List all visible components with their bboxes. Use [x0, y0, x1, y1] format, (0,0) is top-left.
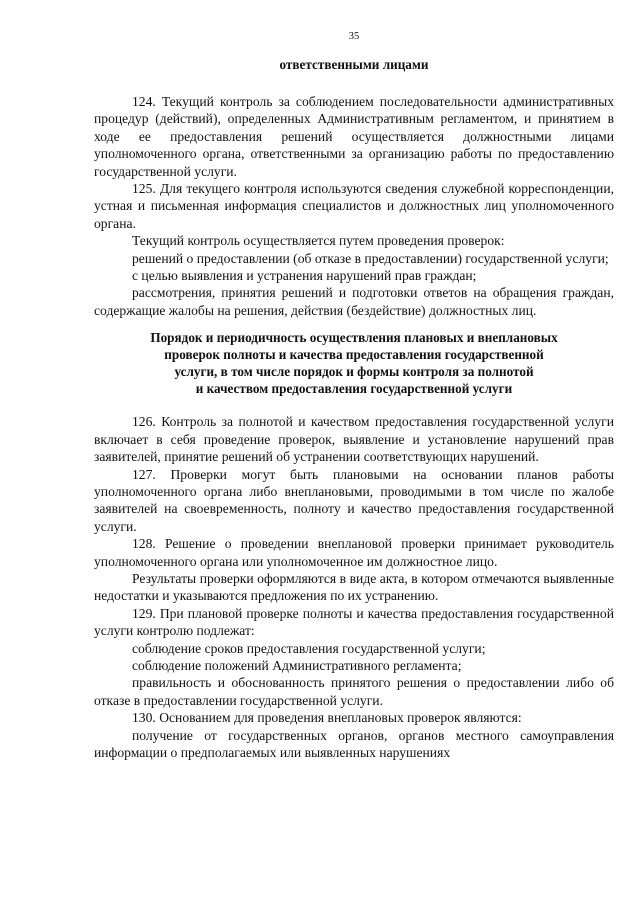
paragraph-rights-violations: с целью выявления и устранения нарушений прав граждан; — [132, 268, 477, 284]
paragraph-complaints: рассмотрения, принятия решений и подготовки ответов на обращения граждан, содержащие жалобы на решения, действия (бездействие) должностных лиц. — [94, 285, 614, 318]
paragraph-control-checks: Текущий контроль осуществляется путем проведения проверок: — [132, 233, 505, 249]
page-number: 35 — [348, 31, 360, 42]
section-body-part2 — [94, 413, 614, 761]
paragraph-regulation: соблюдение положений Административного регламента; — [132, 657, 462, 673]
paragraph-125: 125. Для текущего контроля используются сведения служебной корреспонденции, устная и письменная информация специалистов и должностных лиц уполномоченного органа. — [94, 181, 614, 231]
section-heading-line: проверок полноты и качества предоставления государственной — [164, 347, 544, 363]
paragraph-129: 129. При плановой проверке полноты и качества предоставления государственной услуги контролю подлежат: — [94, 605, 614, 639]
section-heading — [94, 329, 614, 397]
section-heading-line: и качеством предоставления государственной услуги — [195, 381, 513, 397]
paragraph-decisions: решений о предоставлении (об отказе в предоставлении) государственной услуги; — [132, 250, 609, 266]
paragraph-124: 124. Текущий контроль за соблюдением последовательности административных процедур (действий), определенных Административным регламентом, и принятием в ходе ее предоставления решений осуществляется должностными лицами уполномоченного органа, ответственными за организацию работы по предоставлению государственной услуги. — [94, 94, 614, 179]
paragraph-127: 127. Проверки могут быть плановыми на основании планов работы уполномоченного органа либо внеплановыми, проводимыми в том числе по жалобе заявителей на своевременность, полноту и качество предоставления государственной услуги. — [94, 466, 614, 534]
top-heading: ответственными лицами — [279, 57, 429, 72]
paragraph-receipt: получение от государственных органов, органов местного самоуправления информации о предполагаемых или выявленных нарушениях — [94, 727, 614, 760]
paragraph-126: 126. Контроль за полнотой и качеством предоставления государственной услуги включает в себя проведение проверок, выявление и установление нарушений прав заявителей, принятие решений об устранении соответствующих нарушений. — [94, 414, 614, 465]
section-heading-line: Порядок и периодичность осуществления плановых и внеплановых — [150, 330, 558, 346]
section-heading-line: услуги, в том числе порядок и формы контроля за полнотой — [174, 364, 534, 380]
section-body-part1 — [94, 93, 614, 319]
paragraph-128: 128. Решение о проведении внеплановой проверки принимает руководитель уполномоченного органа или уполномоченное им должностное лицо. — [94, 536, 614, 569]
paragraph-130: 130. Основанием для проведения внеплановых проверок являются: — [132, 710, 522, 726]
paragraph-correctness: правильность и обоснованность принятого решения о предоставлении либо об отказе в предоставлении государственной услуги. — [94, 675, 614, 708]
paragraph-deadlines: соблюдение сроков предоставления государственной услуги; — [132, 640, 486, 656]
paragraph-results: Результаты проверки оформляются в виде акта, в котором отмечаются выявленные недостатки и указываются предложения по их устранению. — [94, 570, 614, 604]
